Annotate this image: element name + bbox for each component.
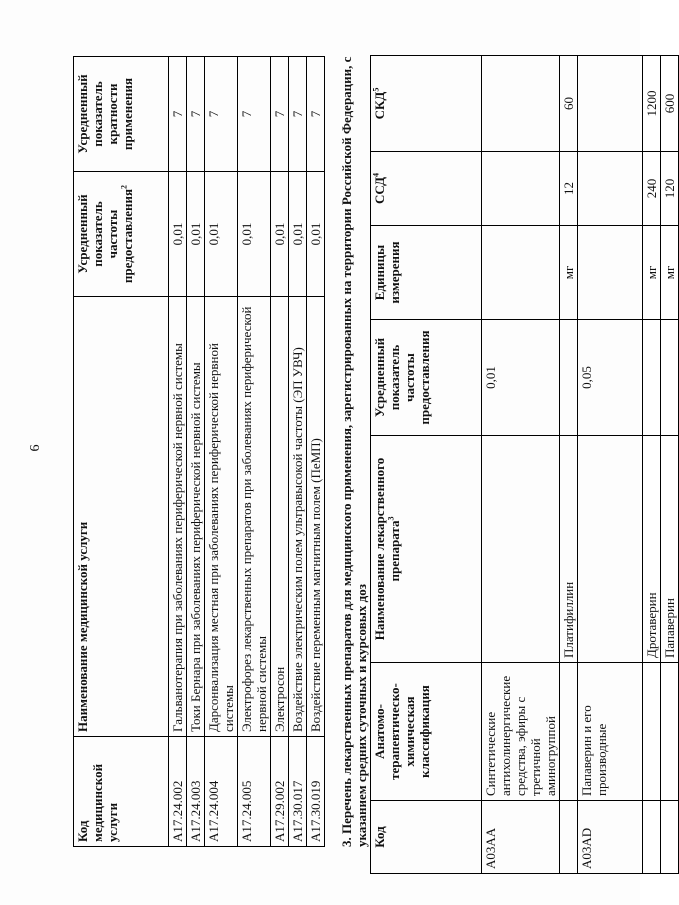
service-name: Гальванотерапия при заболеваниях периферической нервной системы (169, 297, 187, 737)
service-multiplicity: 7 (238, 57, 271, 172)
section-3-title: 3. Перечень лекарственных препаратов для медицинского применения, зарегистрированных на территории Российской Федерации, с указанием средних суточных и курсовых доз (339, 56, 369, 847)
drug-unit: мг (560, 226, 578, 320)
header-service-name: Наименование медицинской услуги (74, 297, 169, 737)
service-frequency: 0,01 (271, 172, 289, 297)
drug-empty (560, 801, 578, 874)
drug-empty (643, 320, 661, 436)
drugs-header-row (371, 56, 482, 874)
drug-name: Платифиллин (560, 436, 578, 663)
drug-skd: 600 (661, 56, 679, 152)
header-drug-name-text: Наименование лекарственного препарата (372, 457, 402, 641)
table-row (578, 56, 643, 874)
service-frequency: 0,01 (187, 172, 205, 297)
header-ssd-text: ССД (372, 176, 387, 205)
drug-group-empty (482, 226, 560, 320)
service-multiplicity: 7 (271, 57, 289, 172)
header-drug-code: Код (371, 801, 482, 874)
service-name: Токи Бернара при заболеваниях периферической нервной системы (187, 297, 205, 737)
drug-empty (661, 663, 679, 801)
service-code: A17.24.004 (205, 737, 238, 847)
table-row (307, 57, 325, 847)
footnote-5: 5 (371, 87, 381, 92)
drug-group-frequency: 0,01 (482, 320, 560, 436)
service-code: A17.24.002 (169, 737, 187, 847)
drugs-table (370, 55, 679, 874)
drug-empty (643, 663, 661, 801)
drug-unit: мг (661, 226, 679, 320)
service-frequency: 0,01 (238, 172, 271, 297)
drug-group-code: A03AA (482, 801, 560, 874)
footnote-4: 4 (371, 172, 381, 177)
service-name: Воздействие электрическим полем ультравысокой частоты (ЭП УВЧ) (289, 297, 307, 737)
service-code: A17.24.005 (238, 737, 271, 847)
drug-group-empty (482, 56, 560, 152)
drug-group-atc: Синтетические антихолинергические средства, эфиры с третичной аминогруппой (482, 663, 560, 801)
table-row (271, 57, 289, 847)
service-frequency: 0,01 (289, 172, 307, 297)
header-frequency (74, 172, 169, 297)
service-name: Электросон (271, 297, 289, 737)
drug-group-empty (578, 152, 643, 226)
drug-group-empty (578, 226, 643, 320)
drug-unit: мг (643, 226, 661, 320)
service-name: Воздействие переменным магнитным полем (ПеМП) (307, 297, 325, 737)
drug-group-empty (578, 436, 643, 663)
table-row (289, 57, 307, 847)
header-unit: Единицы измерения (371, 226, 482, 320)
drug-ssd: 12 (560, 152, 578, 226)
drug-empty (643, 801, 661, 874)
page-number: 6 (28, 444, 43, 452)
drug-group-frequency: 0,05 (578, 320, 643, 436)
drug-group-code: A03AD (578, 801, 643, 874)
header-drug-name (371, 436, 482, 663)
drug-name: Папаверин (661, 436, 679, 663)
header-multiplicity: Усредненный показатель кратности применения (74, 57, 169, 172)
service-multiplicity: 7 (307, 57, 325, 172)
header-atc: Анатомо-терапевтическо-химическая классификация (371, 663, 482, 801)
footnote-2: 2 (119, 184, 129, 189)
drug-empty (560, 320, 578, 436)
service-multiplicity: 7 (289, 57, 307, 172)
service-frequency: 0,01 (307, 172, 325, 297)
drug-empty (661, 320, 679, 436)
service-code: A17.29.002 (271, 737, 289, 847)
header-service-code: Код медицинской услуги (74, 737, 169, 847)
header-skd-text: СКД (372, 91, 387, 120)
table-row (238, 57, 271, 847)
header-ssd (371, 152, 482, 226)
drug-ssd: 240 (643, 152, 661, 226)
table-row (560, 56, 578, 874)
service-code: A17.30.017 (289, 737, 307, 847)
footnote-3: 3 (386, 516, 396, 521)
table-row (661, 56, 679, 874)
drug-empty (560, 663, 578, 801)
table-row (482, 56, 560, 874)
table-row (187, 57, 205, 847)
services-header-row (74, 57, 169, 847)
drug-group-empty (578, 56, 643, 152)
service-frequency: 0,01 (169, 172, 187, 297)
drug-skd: 60 (560, 56, 578, 152)
service-name: Дарсонвализация местная при заболеваниях периферической нервной системы (205, 297, 238, 737)
table-row (169, 57, 187, 847)
service-code: A17.30.019 (307, 737, 325, 847)
services-table (73, 56, 325, 847)
header-skd (371, 56, 482, 152)
service-name: Электрофорез лекарственных препаратов при заболеваниях периферической нервной системы (238, 297, 271, 737)
table-row (643, 56, 661, 874)
service-frequency: 0,01 (205, 172, 238, 297)
service-multiplicity: 7 (187, 57, 205, 172)
drug-group-atc: Папаверин и его производные (578, 663, 643, 801)
service-code: A17.24.003 (187, 737, 205, 847)
header-frequency-text: Усредненный показатель частоты предоставления (75, 188, 135, 284)
drug-ssd: 120 (661, 152, 679, 226)
drug-skd: 1200 (643, 56, 661, 152)
drug-group-empty (482, 152, 560, 226)
drug-name: Дротаверин (643, 436, 661, 663)
header-drug-frequency: Усредненный показатель частоты предоставления (371, 320, 482, 436)
table-row (205, 57, 238, 847)
service-multiplicity: 7 (205, 57, 238, 172)
service-multiplicity: 7 (169, 57, 187, 172)
drug-group-empty (482, 436, 560, 663)
drug-empty (661, 801, 679, 874)
